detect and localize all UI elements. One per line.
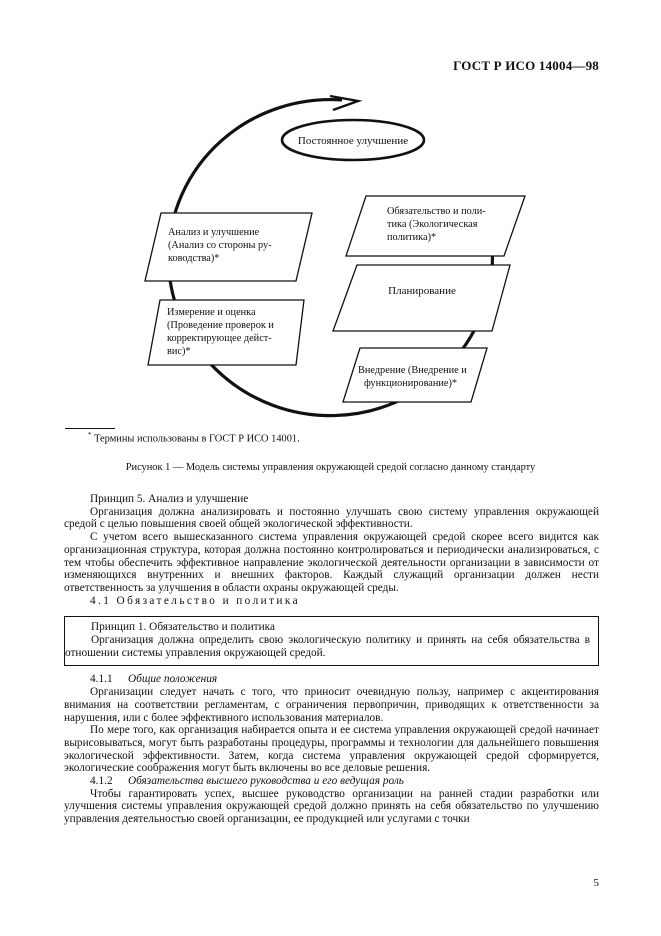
commitment-box-line-3: политика)*	[387, 232, 437, 243]
principle-1-title: Принцип 1. Обязательство и политика	[91, 621, 275, 634]
principle-5-text: Организация должна анализировать и постоянно улучшать свою систему управления окружающей средой с целью повышения своей общей экологической эффективности.	[64, 505, 599, 531]
paragraph: По мере того, как организация набирается опыта и ее система управления окружающей средой начинает вырисовываться, могут быть разработаны процедуры, программы и технологии для дальнейшего повышения экологической эффективности. Затем, когда система управления окружающей средой сформируется, экологические соображения могут быть включены во все деловые решения.	[64, 724, 599, 775]
section-heading-4-1: 4.1 Обязательство и политика	[90, 594, 300, 607]
figure-caption: Рисунок 1 — Модель системы управления окружающей средой согласно данному стандарту	[125, 462, 536, 473]
paragraph: Организации следует начать с того, что приносит очевидную пользу, например с акцентирования внимания на соответствии регламентам, с ограничения первопричин, приводящих к ответственности за нарушения, или с более эффективного использования материалов.	[64, 686, 599, 724]
planning-box	[333, 265, 510, 331]
principle-1-box	[64, 616, 599, 666]
principle-1-text: Организация должна определить свою экологическую политику и принять на себя обязательства в отношении системы управления окружающей средой.	[65, 634, 590, 659]
continual-improvement-label: Постоянное улучшение	[297, 135, 409, 147]
paragraph: Чтобы гарантировать успех, высшее руководство организации на ранней стадии разработки или улучшения системы управления окружающей средой должно принять на себя обязательство по улучшению управления деятельностью своей организации, ее продукцией или услугами с точки	[64, 787, 599, 826]
implementation-box-line-1: Внедрение (Внедрение и	[358, 365, 467, 376]
subsection-title: Обязательства высшего руководства и его ведущая роль	[128, 775, 404, 788]
footnote	[88, 431, 300, 444]
footnote-marker: *	[88, 431, 92, 439]
commitment-box-line-2: тика (Экологическая	[387, 219, 478, 230]
review-box-line-2: (Анализ со стороны ру-	[168, 240, 272, 251]
measure-box-line-2: (Проведение проверок и	[167, 320, 274, 331]
implementation-box-line-2: функционирование)*	[364, 378, 458, 389]
measure-box-line-4: вис)*	[167, 346, 191, 357]
subsection-title: Общие положения	[128, 673, 218, 686]
review-box-line-1: Анализ и улучшение	[168, 227, 260, 238]
subsection-number: 4.1.2	[90, 775, 113, 788]
commitment-box-line-1: Обязательство и поли-	[387, 206, 486, 217]
document-body	[64, 493, 599, 826]
document-header: ГОСТ Р ИСО 14004—98	[453, 58, 599, 73]
footnote-rule	[65, 428, 115, 429]
page-number: 5	[593, 877, 599, 889]
planning-box-label: Планирование	[388, 285, 456, 297]
subsection-number: 4.1.1	[90, 673, 113, 686]
subsection-heading-4-1-1	[64, 673, 599, 686]
ems-model-diagram	[0, 0, 661, 420]
measure-box-line-1: Измерение и оценка	[167, 307, 256, 318]
paragraph: С учетом всего вышесказанного система управления окружающей средой скорее всего видится как организационная структура, которая должна постоянно контролироваться и периодически анализироваться, с тем чтобы обеспечить эффективное направление экологической деятельности организации в зависимости от изменяющихся внутренних и внешних факторов. Каждый служащий организации должен нести ответственность за улучшения в области охраны окружающей среды.	[64, 531, 599, 594]
principle-5-title: Принцип 5. Анализ и улучшение	[90, 493, 249, 505]
subsection-heading-4-1-2	[64, 775, 599, 788]
footnote-text: Термины использованы в ГОСТ Р ИСО 14001.	[94, 433, 300, 445]
measure-box-line-3: корректирующее дейст-	[167, 333, 272, 344]
review-box-line-3: ководства)*	[168, 253, 220, 264]
